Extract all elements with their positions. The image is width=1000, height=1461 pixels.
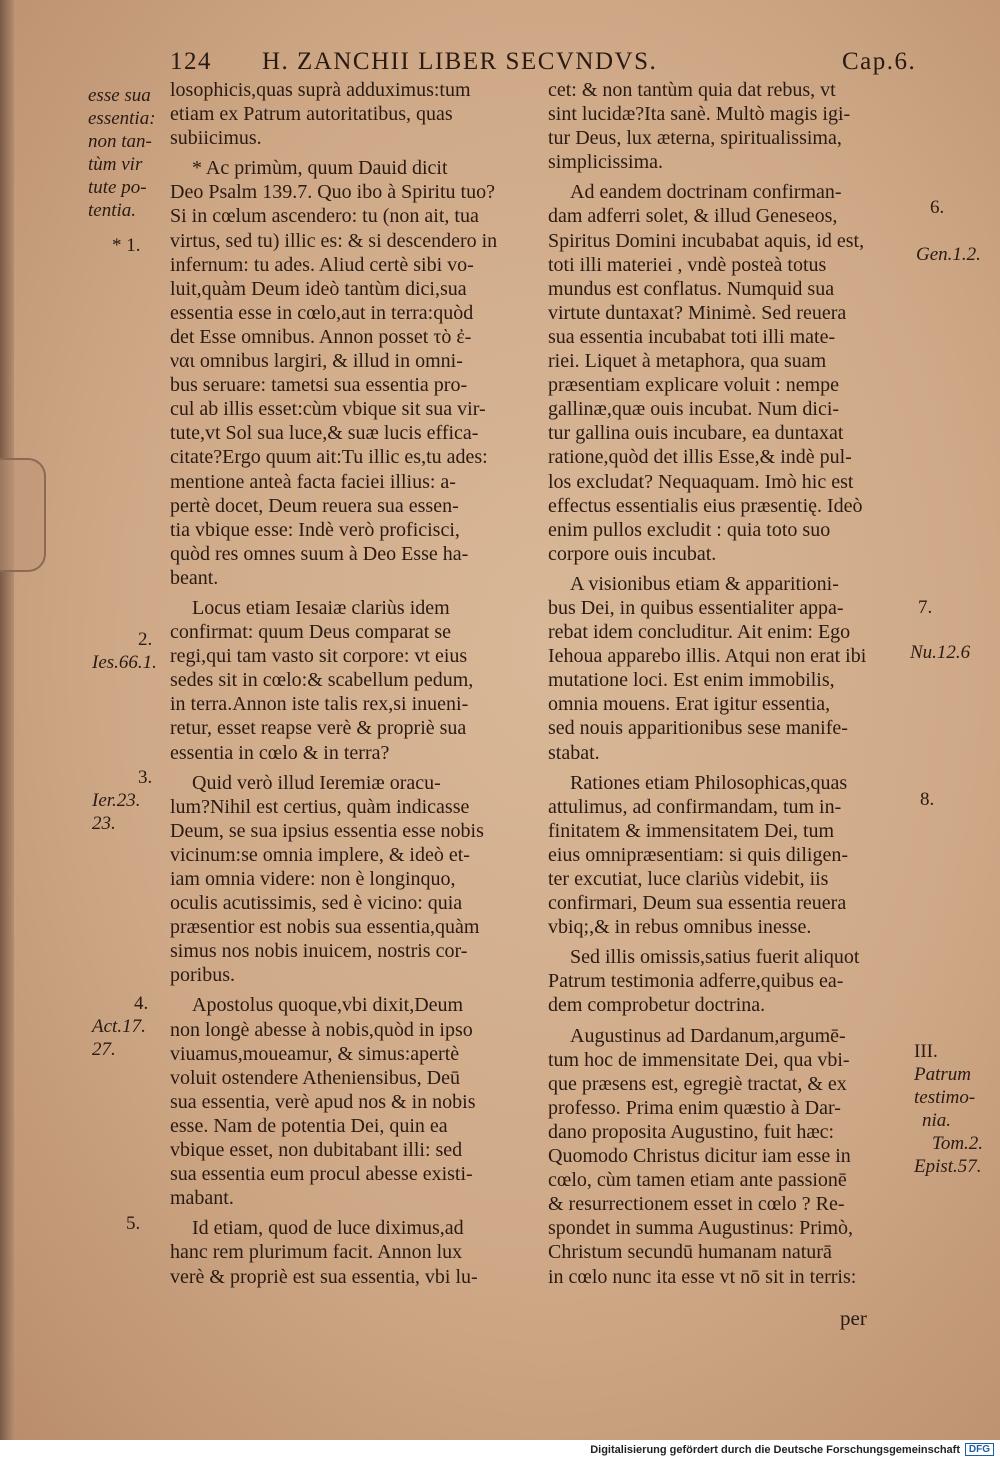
right-text-line: sint lucidæ?Ita sanè. Multò magis igi- <box>548 103 851 126</box>
left-text-line: hanc rem plurimum facit. Annon lux <box>170 1241 463 1264</box>
right-text-line: A visionibus etiam & apparitioni- <box>570 572 839 595</box>
right-text-line: finitatem & immensitatem Dei, tum <box>548 819 835 842</box>
left-text-line: Si in cœlum ascendero: tu (non ait, tua <box>170 205 479 228</box>
right-text-line: Quomodo Christus dicitur iam esse in <box>548 1145 851 1168</box>
right-text-line: sed nouis apparitionibus sese manife- <box>548 717 848 740</box>
left-gloss-1: esse sua essentia: non tan- tùm vir tute po- tentia. <box>88 85 156 221</box>
right-text-line: omnia mouens. Erat igitur essentia, <box>548 693 831 716</box>
left-text-line: iam omnia videre: non è longinquo, <box>170 868 456 890</box>
right-text-line: vbiq;,& in rebus omnibus inesse. <box>548 916 812 939</box>
left-text-line: non longè abesse à nobis,quòd in ipso <box>170 1018 473 1041</box>
right-text-line: stabat. <box>548 741 600 764</box>
right-text-line: ratione,quòd det illis Esse,& indè pul- <box>548 446 852 469</box>
left-text-line: etiam ex Patrum autoritatibus, quas <box>170 103 453 126</box>
right-text-column <box>548 78 908 1289</box>
left-text-line: sedes sit in cœlo:& scabellum pedum, <box>170 669 474 692</box>
catchword: per <box>840 1306 867 1330</box>
left-gloss-2: * 1. <box>112 235 141 256</box>
left-text-line: mentione anteà facta faciei illius: a- <box>170 470 456 493</box>
running-title: H. ZANCHII LIBER SECVNDVS. <box>262 48 658 75</box>
right-gloss-3: 8. <box>920 789 935 810</box>
left-text-column <box>170 78 536 1289</box>
right-text-line: que præsens est, egregiè tractat, & ex <box>548 1072 847 1095</box>
left-text-line: confirmat: quum Deus comparat se <box>170 621 452 644</box>
right-text-line: riei. Liquet à metaphora, qua suam <box>548 350 827 373</box>
right-text-line: Christum secundū humanam naturā <box>548 1241 832 1264</box>
right-text-line: ter excutiat, luce clariùs videbit, iis <box>548 868 829 890</box>
right-text-line: sua essentia incubabat toti illi mate- <box>548 325 836 348</box>
right-text-line: dam adferri solet, & illud Geneseos, <box>548 205 838 228</box>
right-text-line: tum hoc de immensitate Dei, qua vbi- <box>548 1048 850 1071</box>
right-text-line: in cœlo nunc ita esse vt nō sit in terris: <box>548 1265 857 1288</box>
right-text-line: Rationes etiam Philosophicas,quas <box>570 771 848 794</box>
right-text-line: effectus essentialis eius præsentię. Ideò <box>548 494 863 517</box>
left-text-line: virtus, sed tu) illic es: & si descendero in <box>170 229 498 252</box>
left-text-line: infernum: tu ades. Aliud certè sibi vo- <box>170 253 474 276</box>
page-edge <box>0 0 14 1440</box>
right-text-line: Spiritus Domini incubabat aquis, id est, <box>548 229 865 252</box>
left-text-line: mabant. <box>170 1187 234 1210</box>
right-text-line: gallinæ,quæ ouis incubat. Num dici- <box>548 398 840 421</box>
left-text-line: esse. Nam de potentia Dei, quin ea <box>170 1114 448 1137</box>
right-text-line: Sed illis omissis,satius fuerit aliquot <box>570 946 860 969</box>
left-text-line: præsentior est nobis sua essentia,quàm <box>170 916 480 939</box>
right-text-line: spondet in summa Augustinus: Primò, <box>548 1217 854 1240</box>
left-text-line: viuamus,moueamur, & simus:apertè <box>170 1042 460 1065</box>
right-text-line: & resurrectionem esset in cœlo ? Re- <box>548 1193 845 1216</box>
right-text-line: præsentiam explicare voluit : nempe <box>548 374 840 397</box>
right-text-line: Ad eandem doctrinam confirman- <box>570 181 842 204</box>
right-text-line: mutatione loci. Est enim immobilis, <box>548 669 835 692</box>
page-number: 124 <box>170 48 212 75</box>
dfg-logo-icon: DFG <box>965 1443 994 1456</box>
left-text-line: sua essentia, verè apud nos & in nobis <box>170 1090 476 1113</box>
right-text-line: toti illi materiei , vndè posteà totus <box>548 253 827 276</box>
left-gloss-5: 4. Act.17. 27. <box>92 993 149 1060</box>
right-text-line: eius omnipræsentiam: si quis diligen- <box>548 843 848 866</box>
left-text-line: Apostolus quoque,vbi dixit,Deum <box>192 994 464 1017</box>
left-gloss-3: 2. Ies.66.1. <box>92 629 157 673</box>
right-gloss-4: III. Patrum testimo- nia. Tom.2. Epist.57. <box>914 1041 984 1177</box>
right-text-line: tur Deus, lux æterna, spiritualissima, <box>548 127 842 150</box>
right-text-line: simplicissima. <box>548 151 663 174</box>
left-gloss-6: 5. <box>126 1213 141 1234</box>
left-text-line: Id etiam, quod de luce diximus,ad <box>192 1217 464 1240</box>
left-text-line: essentia in cœlo & in terra? <box>170 741 390 764</box>
left-text-line: verè & propriè est sua essentia, vbi lu- <box>170 1265 478 1288</box>
left-text-line: poribus. <box>170 964 235 987</box>
left-text-line: regi,qui tam vasto sit corpore: vt eius <box>170 645 468 668</box>
right-gloss-1: 6. Gen.1.2. <box>916 197 981 265</box>
right-text-line: bus Dei, in quibus essentialiter appa- <box>548 596 844 619</box>
left-text-line: tute,vt Sol sua luce,& suæ lucis effica- <box>170 422 479 445</box>
left-text-line: simus nos nobis inuicem, nostris cor- <box>170 940 468 963</box>
footer-credit: Digitalisierung gefördert durch die Deutsche Forschungsgemeinschaft <box>590 1444 960 1456</box>
left-text-line: lum?Nihil est certius, quàm indicasse <box>170 795 470 818</box>
left-text-line: Deum, se sua ipsius essentia esse nobis <box>170 819 484 842</box>
left-text-line: voluit ostendere Atheniensibus, Deū <box>170 1066 460 1089</box>
right-text-line: enim pullos excludit : quia toto suo <box>548 518 831 541</box>
right-text-line: Patrum testimonia adferre,quibus ea- <box>548 970 844 993</box>
left-text-line: vbique esset, non dubitabant illi: sed <box>170 1139 463 1162</box>
left-gloss-4: 3. Ier.23. 23. <box>92 767 153 834</box>
left-text-line: ναι omnibus largiri, & illud in omni- <box>170 350 463 373</box>
left-text-line: oculis acutissimis, sed è vicino: quia <box>170 892 463 915</box>
left-text-line: Deo Psalm 139.7. Quo ibo à Spiritu tuo? <box>170 181 495 204</box>
right-text-line: los excludat? Nequaquam. Imò hic est <box>548 470 854 493</box>
left-text-line: vicinum:se omnia implere, & ideò et- <box>170 843 470 866</box>
right-text-line: attulimus, ad confirmandam, tum in- <box>548 795 842 818</box>
right-text-line: cet: & non tantùm quia dat rebus, vt <box>548 79 836 101</box>
left-text-line: citate?Ergo quum ait:Tu illic es,tu ades: <box>170 446 488 469</box>
chapter-label: Cap.6. <box>842 48 917 75</box>
left-text-line: losophicis,quas suprà adduximus:tum <box>170 79 471 101</box>
left-text-line: luit,quàm Deum ideò tantùm dici,sua <box>170 277 467 300</box>
right-text-line: cœlo, cùm tamen etiam ante passionē <box>548 1169 847 1192</box>
left-text-line: Locus etiam Iesaiæ clariùs idem <box>192 596 450 619</box>
right-text-line: tur gallina ouis incubare, ea duntaxat <box>548 422 844 445</box>
left-text-line: in terra.Annon iste talis rex,si inueni- <box>170 693 469 716</box>
left-text-line: det Esse omnibus. Annon posset τὸ ἐ- <box>170 325 472 348</box>
right-text-line: Iehoua apparebo illis. Atqui non erat ibi <box>548 645 867 668</box>
right-text-line: Augustinus ad Dardanum,argumē- <box>570 1024 846 1047</box>
right-gloss-2: 7. Nu.12.6 <box>910 597 971 663</box>
left-text-line: essentia esse in cœlo,aut in terra:quòd <box>170 301 474 324</box>
left-text-line: * Ac primùm, quum Dauid dicit <box>192 157 448 180</box>
left-text-line: retur, esset reapse verè & propriè sua <box>170 717 467 740</box>
right-text-line: dano proposita Augustino, fuit hæc: <box>548 1120 835 1143</box>
left-text-line: quòd res omnes suum à Deo Esse ha- <box>170 542 469 565</box>
left-text-line: beant. <box>170 566 219 589</box>
left-text-line: bus seruare: tametsi sua essentia pro- <box>170 374 468 397</box>
left-text-line: subiicimus. <box>170 127 262 150</box>
paper-tab <box>0 458 46 572</box>
right-text-line: virtute duntaxat? Minimè. Sed reuera <box>548 301 847 324</box>
right-text-line: rebat idem concluditur. Ait enim: Ego <box>548 621 851 644</box>
left-text-line: pertè docet, Deum reuera sua essen- <box>170 494 459 517</box>
left-text-line: cul ab illis esset:cùm vbique sit sua vir- <box>170 398 486 421</box>
left-text-line: tia vbique esse: Indè verò proficisci, <box>170 518 460 541</box>
right-text-line: confirmari, Deum sua essentia reuera <box>548 892 847 915</box>
right-text-line: corpore ouis incubat. <box>548 542 717 565</box>
footer-bar <box>0 1440 1000 1461</box>
right-text-line: mundus est conflatus. Numquid sua <box>548 277 835 300</box>
right-text-line: dem comprobetur doctrina. <box>548 994 766 1017</box>
right-text-line: professo. Prima enim quæstio à Dar- <box>548 1096 841 1119</box>
left-text-line: sua essentia eum procul abesse existi- <box>170 1163 473 1186</box>
left-text-line: Quid verò illud Ieremiæ oracu- <box>192 771 441 794</box>
